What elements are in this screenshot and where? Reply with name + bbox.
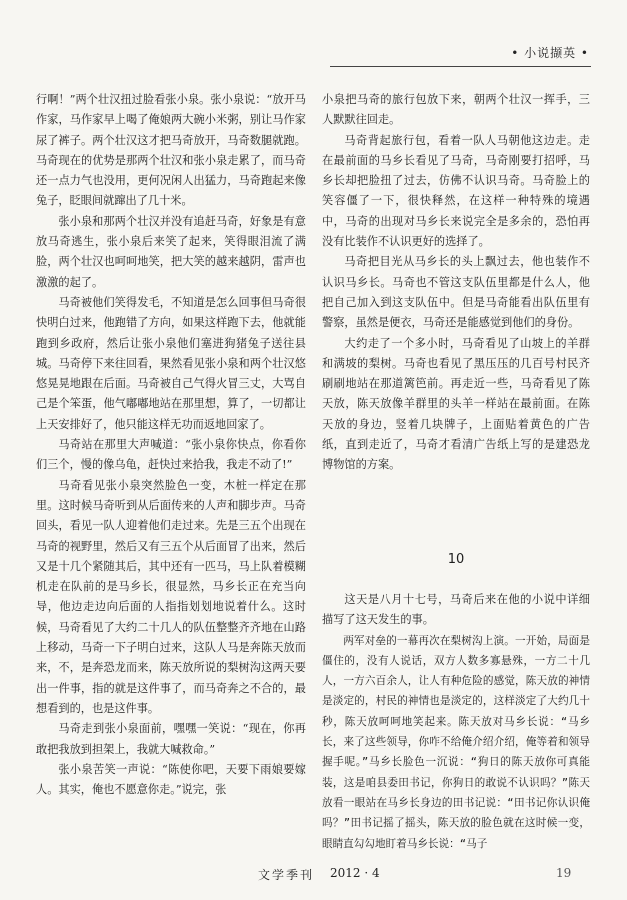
paragraph: 这天是八月十七号，马奇后来在他的小说中详细描写了这天发生的事。 [322,592,590,627]
left-column [36,90,306,800]
paragraph: 小泉把马奇的旅行包放下来，朝两个壮汉一挥手，三人默默往回走。 [322,93,590,127]
paragraph: 行啊！”两个壮汉扭过脸看张小泉。张小泉说：“放开马作家，马作家早上喝了俺娘两大碗小米粥，别让马作家尿了裤子。两个壮汉这才把马奇放开，马奇数腿就跑。马奇现在的优势是那两个壮汉和张小泉走累了，而马奇还一点力气也没用，更何况闲人出猛力，马奇跑起来像兔子，眨眼间就蹿出了几十米。 [36,93,306,208]
paragraph: 马奇被他们笑得发毛，不知道是怎么回事但马奇很快明白过来，他跑错了方向，如果这样跑下去，他就能跑到乡政府，然后让张小泉他们塞进狗猪兔子送往县城。马奇停下来往回看，果然看见张小泉和两个壮汉悠悠晃晃地跟在后面。马奇被自己气得火冒三丈，大骂自己是个笨蛋，他气嘟嘟地站在那里想，算了，一切都让上天安排好了，他只能这样无功而返地回家了。 [36,295,306,431]
paragraph: 张小泉苦笑一声说：“陈使你吧，天要下雨娘要嫁人。其实，俺也不愿意你走。”说完，张 [36,762,306,797]
journal-name: 文学季刊 [258,868,315,882]
paragraph: 马奇站在那里大声喊道：“张小泉你快点，你看你们三个，慢的像乌龟，赶快过来拾我，我走不动了!” [36,438,306,472]
header-rule [330,66,591,67]
section-tag: • 小说撷英 • [511,46,589,60]
paragraph: 马奇把目光从马乡长的头上飘过去，他也装作不认识马乡长。马奇也不管这支队伍里都是什么人，他把自己加入到这支队伍中。但是马奇能看出队伍里有警察，虽然是便衣，马奇还是能感觉到他们的身份。 [322,255,590,330]
paragraph: 张小泉和那两个壮汉并没有追赶马奇，好象是有意放马奇逃生，张小泉后来笑了起来，笑得眼泪流了满脸，两个壮汉也呵呵地笑，把大笑的越来越阴，雷声也激激的起了。 [36,214,306,289]
section-number: 10 [447,551,465,567]
paragraph: 马奇走到张小泉面前，嘿嘿一笑说：“现在，你再敢把我放到担架上，我就大喊救命。” [36,722,306,756]
paragraph: 大约走了一个多小时，马奇看见了山坡上的羊群和满坡的梨树。马奇也看见了黑压压的几百号村民齐刷刷地站在那道篱笆前。再走近一些，马奇看见了陈天放，陈天放像羊群里的头羊一样站在最前面。在陈天放的身边，竖着几块牌子，上面贴着黄色的广告纸，直到走近了，马奇才看清广告纸上写的是建恐龙博物馆的方案。 [322,336,590,472]
paragraph: 马奇看见张小泉突然脸色一变，木桩一样定在那里。这时候马奇听到从后面传来的人声和脚步声。马奇回头，看见一队人迎着他们走过来。先是三五个出现在马奇的视野里，然后又有三五个从后面冒了出来，然后又是十几个紧随其后，其中还有一匹马，马上队着模糊机走在队前的是马乡长，很显然，马乡长正在充当向导，他边走边向后面的人指指划划地说着什么。这时候，马奇看见了大约二十几人的队伍整整齐齐地在山路上移动，马奇一下子明白过来，这队人马是奔陈天放而来，不，是奔恐龙而来，陈天放所说的梨树沟这两天要出一件事，指的就是这件事了，而马奇奔之不合的，最想看到的，也是这件事。 [36,478,306,715]
issue-number: 2012 · 4 [330,866,380,880]
inset-paragraph: 两军对垒的一幕再次在梨树沟上演。一开始，局面是僵住的，没有人说话，双方人数多寡悬殊，一方二十几人，一方六百余人，让人有种危险的感觉，陈天放的神情是淡定的，村民的神情也是淡定的，这样淡定了大约几十秒，陈天放呵呵地笑起来。陈天放对马乡长说：“马乡长，来了这些领导，你咋不给俺介绍介绍，俺等着和领导握手呢。”马乡长脸色一沉说：“狗日的陈天放你可真能装，这是咱县委田书记，你狗日的敢说不认识吗？”陈天放看一眼站在马乡长身边的田书记说：“田书记你认识俺吗？”田书记摇了摇头，陈天放的脸色就在这时候一变，眼睛直勾勾地盯着马乡长说：“马子 [322,634,590,850]
page-footer [0,866,627,886]
right-column [322,90,590,854]
paragraph: 马奇背起旅行包，看着一队人马朝他这边走。走在最前面的马乡长看见了马奇，马奇刚要打招呼，马乡长却把脸扭了过去，仿佛不认识马奇。马奇脸上的笑容僵了一下，很快释然，在这样一种特殊的境遇中，马奇的出现对马乡长来说完全是多余的，恐怕再没有比装作不认识更好的选择了。 [322,133,590,249]
page-number: 19 [556,866,572,880]
